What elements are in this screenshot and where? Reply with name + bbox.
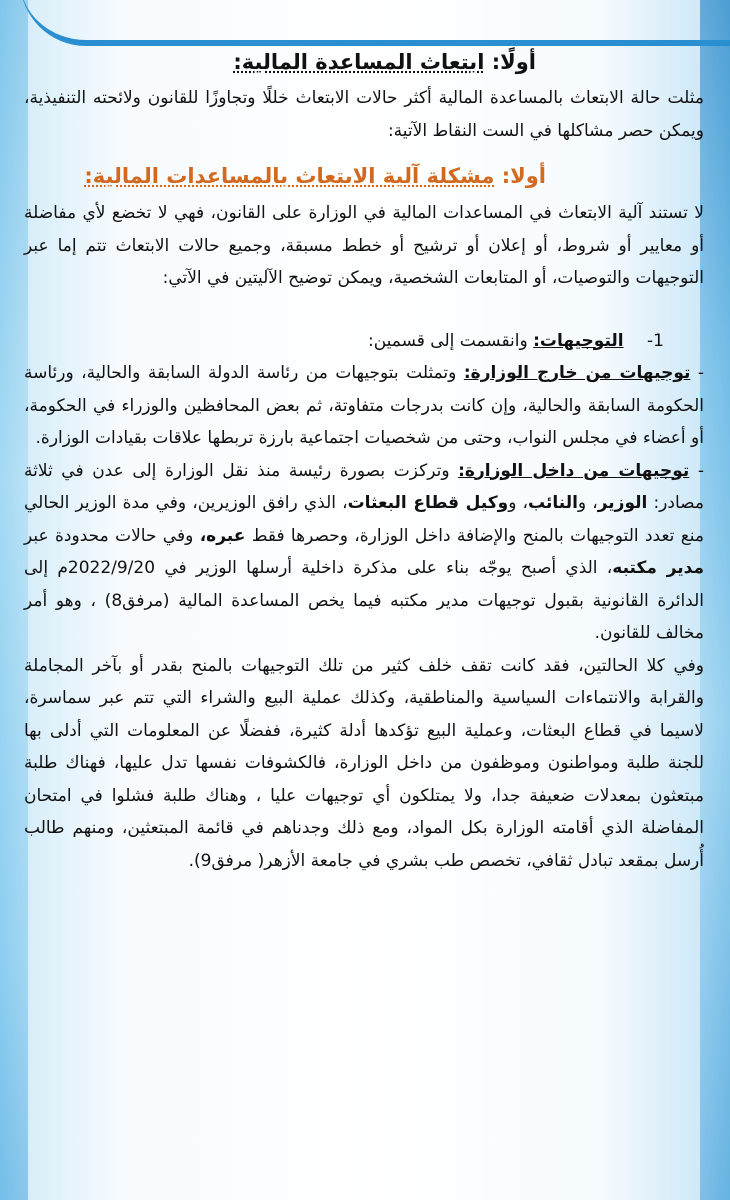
internal-text-6: ، الذي أصبح يوجّه بناء على مذكرة داخلية أرسلها الوزير في 2022/9/20م إلى الدائرة القانونية بقبول توجيهات مدير مكتبه فيما يخص المساعدة المالية (مرفق8) ، وهو أمر مخالف للقانون. (24, 558, 704, 643)
mechanism-paragraph: لا تستند آلية الابتعاث في المساعدات المالية في الوزارة على القانون، فهي لا تخضع لأي مفاضلة أو معايير أو شروط، أو إعلان أو ترشيح أو خطط مسبقة، وجميع حالات الابتعاث تتم إما عبر التوجيهات والتوصيات، أو المتابعات الشخصية، ويمكن توضيح الآليتين في الآتي: (24, 203, 704, 288)
internal-text-1: وتركزت بصورة رئيسة منذ نقل الوزارة إلى عدن في ثلاثة مصادر: (24, 460, 704, 513)
external-text: وتمثلت بتوجيهات من رئاسة الدولة السابقة والحالية، ورئاسة الحكومة السابقة والحالية، وإن كانت بدرجات متفاوتة، ثم بعض المحافظين والوزراء في الحكومة، أو أعضاء في مجلس النواب، وحتى من شخصيات اجتماعية بارزة تربطها علاقات بقيادات الوزارة. (24, 363, 704, 448)
sub-heading-prefix: أولا: (501, 164, 546, 188)
main-heading (24, 42, 704, 82)
list-item-directives (24, 325, 704, 358)
internal-label: توجيهات من داخل الوزارة: (458, 460, 690, 481)
internal-text-3: ، و (508, 493, 528, 513)
source-undersecretary: وكيل قطاع البعثات (347, 493, 509, 513)
right-decorative-band (697, 0, 730, 1200)
main-heading-title: ابتعاث المساعدة المالية: (233, 50, 485, 74)
internal-text-4: ، الذي رافق الوزيرين، وفي مدة الوزير الحالي منع تعدد التوجيهات بالمنح والإضافة داخل الوزارة، وحصرها فقط (24, 493, 705, 546)
sub-heading (24, 159, 704, 193)
directives-text: وانقسمت إلى قسمين: (367, 330, 528, 351)
external-dash: - (697, 363, 705, 383)
document-page (24, 20, 704, 1190)
list-number: 1- (647, 330, 664, 351)
office-director: مدير مكتبه (612, 558, 704, 578)
both-cases-paragraph: وفي كلا الحالتين، فقد كانت تقف خلف كثير من تلك التوجيهات بالمنح بقدر أو بآخر المجاملة والقرابة والانتماءات السياسية والمناطقية، وكذلك عملية البيع والشراء التي تتم عبر سماسرة، لاسيما في قطاع البعثات، وعملية البيع تؤكدها أدلة كثيرة، ففضلًا عن المعلومات التي أدلى بها للجنة طلبة ومواطنون وموظفون من داخل الوزارة، فالكشوفات نفسها تدل عليها، فهناك طلبة مبتعثون بمعدلات ضعيفة جدا، ولا يمتلكون أي توجيهات عليا ، وهناك طلبة فشلوا في امتحان المفاضلة الذي أقامته الوزارة بكل المواد، ومع ذلك وجدناهم في قائمة المبتعثين، ومنهم طالب أُرسل بمقعد تبادل ثقافي، تخصص طب بشري في جامعة الأزهر( مرفق9). (24, 655, 704, 871)
intro-paragraph: مثلت حالة الابتعاث بالمساعدة المالية أكثر حالات الابتعاث خللًا وتجاوزًا للقانون ولائحته التنفيذية، ويمكن حصر مشاكلها في الست النقاط الآتية: (24, 88, 704, 141)
internal-text-2: ، و (577, 493, 598, 513)
source-deputy: النائب (528, 493, 578, 513)
through-him: عبره، (199, 525, 246, 546)
internal-dash: - (697, 460, 704, 481)
external-directives-paragraph (24, 357, 704, 455)
sub-heading-title: مشكلة آلية الابتعاث بالمساعدات المالية: (84, 164, 495, 188)
main-heading-prefix: أولًا: (491, 50, 536, 74)
internal-directives-paragraph (24, 455, 704, 650)
directives-label: التوجيهات: (533, 330, 624, 351)
source-minister: الوزير (597, 493, 648, 513)
external-label: توجيهات من خارج الوزارة: (463, 363, 691, 383)
internal-text-5: وفي حالات محدودة عبر (24, 525, 194, 546)
